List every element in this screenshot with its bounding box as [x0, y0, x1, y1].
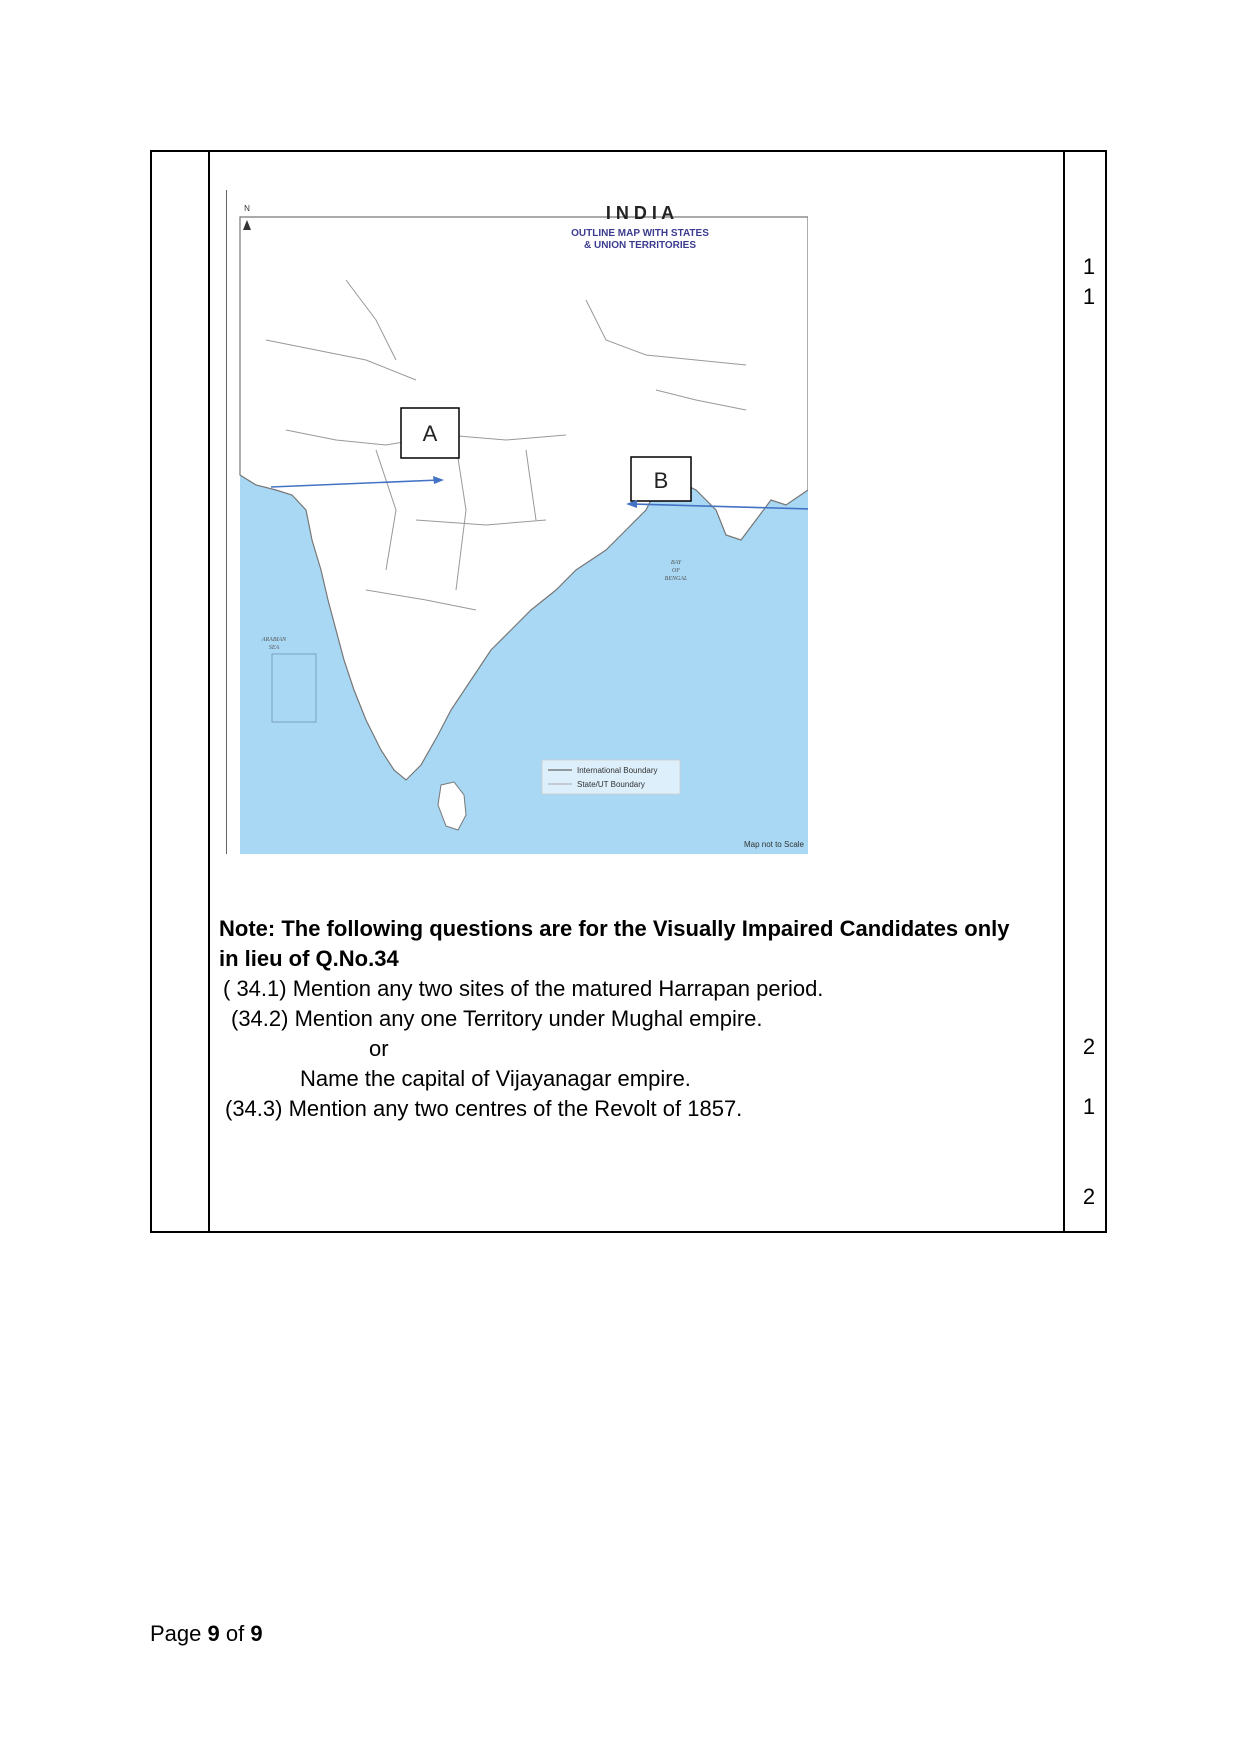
map-subtitle-1: OUTLINE MAP WITH STATES: [571, 228, 709, 239]
question-34-2: (34.2) Mention any one Territory under Mughal empire.: [231, 1006, 763, 1031]
mark-5: 2: [1082, 1184, 1096, 1209]
mark-1: 1: [1082, 254, 1096, 279]
note-line-2: in lieu of Q.No.34: [219, 946, 399, 971]
footer-of-word: of: [225, 1621, 245, 1646]
footer-current-page: 9: [207, 1621, 220, 1646]
footer-total-pages: 9: [250, 1621, 263, 1646]
question-34-1: ( 34.1) Mention any two sites of the matured Harrapan period.: [223, 976, 824, 1001]
mark-3: 2: [1082, 1034, 1096, 1059]
map-title: I N D I A: [605, 203, 675, 223]
legend-state-label: State/UT Boundary: [577, 780, 645, 789]
bay-of-bengal-label-2: OF: [672, 568, 680, 574]
column-divider-right: [1063, 152, 1065, 1231]
footer-page-word: Page: [150, 1621, 202, 1646]
page-footer: [150, 1621, 263, 1647]
india-outline-map: [226, 190, 808, 854]
scale-note: Map not to Scale: [743, 840, 804, 849]
note-line-1: Note: The following questions are for the Visually Impaired Candidates only: [219, 916, 1010, 941]
north-label: N: [244, 204, 250, 213]
bay-of-bengal-label-3: BENGAL: [664, 576, 688, 582]
note-block: [219, 914, 1059, 974]
column-divider-left: [208, 152, 210, 1231]
or-separator: or: [369, 1036, 389, 1061]
legend-international-label: International Boundary: [577, 766, 658, 775]
arabian-sea-label-1: ARABIAN: [261, 637, 287, 643]
question-34-3: (34.3) Mention any two centres of the Revolt of 1857.: [225, 1096, 743, 1121]
map-subtitle-2: & UNION TERRITORIES: [583, 240, 697, 251]
label-a: A: [422, 421, 438, 446]
mark-2: 1: [1082, 284, 1096, 309]
mark-4: 1: [1082, 1094, 1096, 1119]
bay-of-bengal-label-1: BAY: [670, 560, 682, 566]
arabian-sea-label-2: SEA: [268, 645, 280, 651]
question-34-2-alt: Name the capital of Vijayanagar empire.: [300, 1066, 691, 1091]
label-b: B: [653, 468, 669, 493]
